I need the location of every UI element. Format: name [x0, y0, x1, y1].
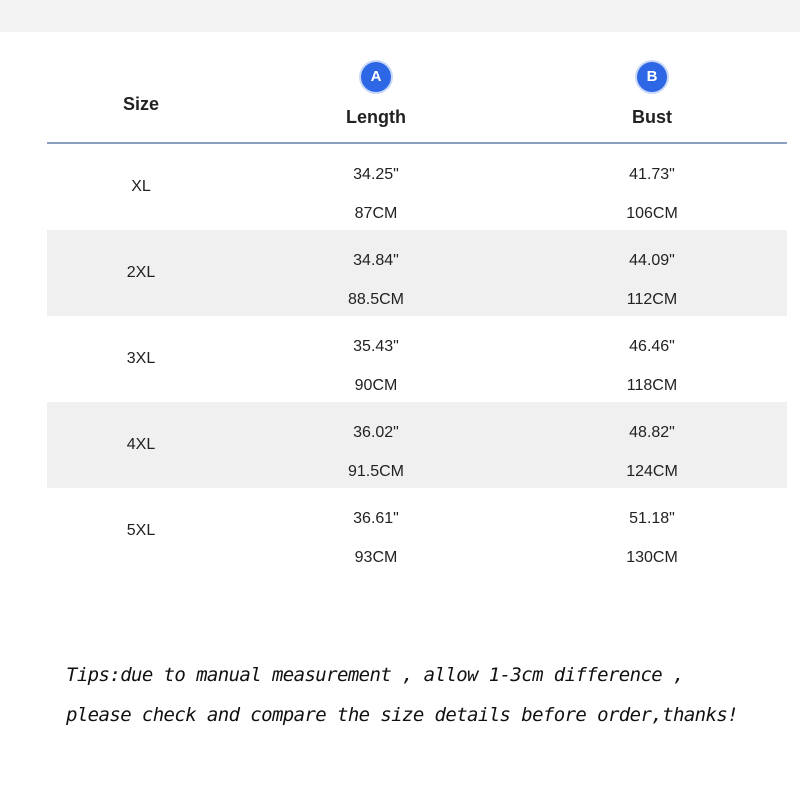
- length-cm-cell: 91.5CM: [347, 463, 405, 480]
- bust-badge-wrap: [517, 62, 787, 92]
- length-badge-icon: A: [361, 62, 391, 92]
- length-cm-cell: 87CM: [354, 205, 398, 222]
- table-header: [47, 40, 787, 144]
- bust-cm-cell: 118CM: [626, 377, 678, 394]
- length-cm-cell: 88.5CM: [347, 291, 405, 308]
- bust-cm-cell: 124CM: [626, 463, 678, 480]
- bust-cm-cell: 112CM: [626, 291, 678, 308]
- length-cm-cell: 90CM: [354, 377, 398, 394]
- length-inches-cell: 36.61": [353, 510, 399, 527]
- table-row: [47, 144, 787, 230]
- size-cell: 5XL: [126, 522, 156, 539]
- size-cell: XL: [131, 178, 151, 195]
- length-badge-wrap: [235, 62, 517, 92]
- size-header: Size: [122, 94, 160, 114]
- tips-line-1: Tips:due to manual measurement , allow 1-3cm difference ,: [66, 664, 684, 686]
- length-inches-cell: 35.43": [353, 338, 399, 355]
- length-header: Length: [346, 107, 406, 127]
- table-row: [47, 230, 787, 316]
- top-band: [0, 0, 800, 32]
- bust-badge-icon: B: [637, 62, 667, 92]
- size-chart-table: [47, 40, 787, 574]
- size-cell: 4XL: [126, 436, 156, 453]
- bust-cm-cell: 106CM: [626, 205, 678, 222]
- bust-inches-cell: 46.46": [629, 338, 675, 355]
- tips-note: [66, 655, 786, 735]
- size-cell: 3XL: [126, 350, 156, 367]
- bust-inches-cell: 48.82": [629, 424, 675, 441]
- table-row: [47, 402, 787, 488]
- table-row: [47, 316, 787, 402]
- size-cell: 2XL: [126, 264, 156, 281]
- length-inches-cell: 36.02": [353, 424, 399, 441]
- bust-cm-cell: 130CM: [626, 549, 678, 566]
- length-cm-cell: 93CM: [354, 549, 398, 566]
- table-row: [47, 488, 787, 574]
- bust-inches-cell: 41.73": [629, 166, 675, 183]
- bust-inches-cell: 51.18": [629, 510, 675, 527]
- bust-inches-cell: 44.09": [629, 252, 675, 269]
- tips-line-2: please check and compare the size details before order,thanks!: [66, 704, 739, 726]
- bust-header: Bust: [632, 107, 672, 127]
- length-inches-cell: 34.25": [353, 166, 399, 183]
- length-inches-cell: 34.84": [353, 252, 399, 269]
